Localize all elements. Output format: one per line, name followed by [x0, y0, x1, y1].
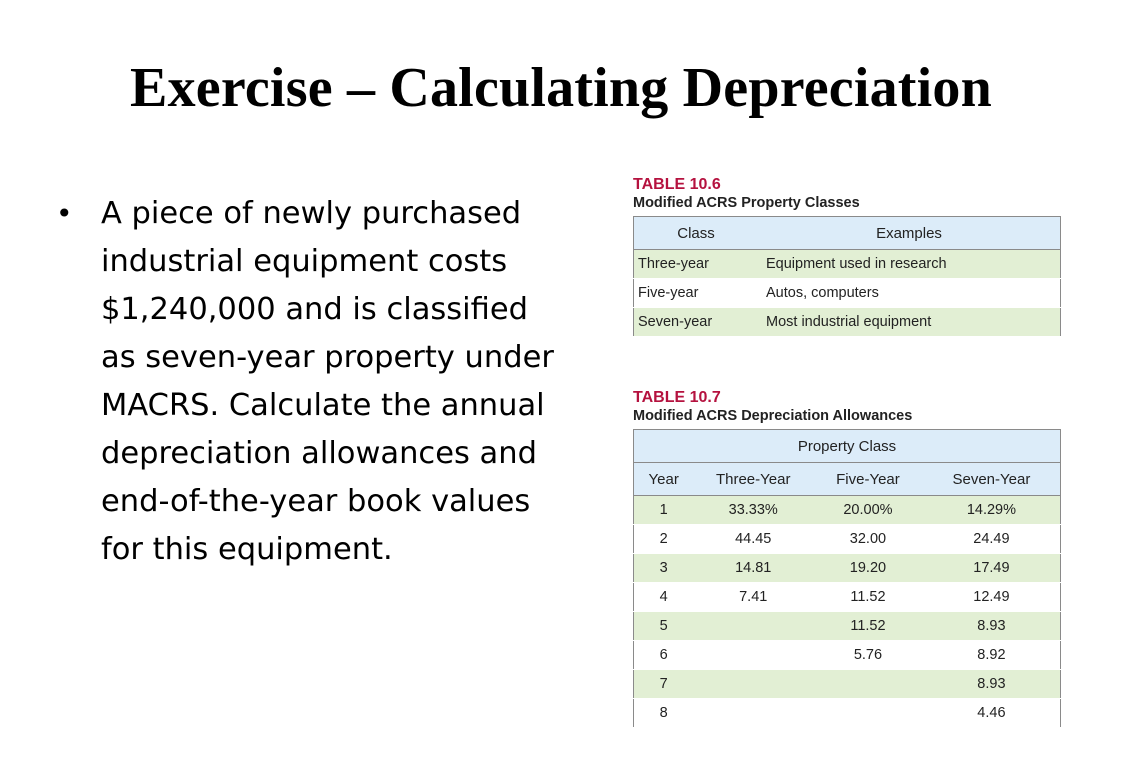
- table-cell: 4.46: [923, 699, 1061, 728]
- table-cell: 32.00: [813, 525, 923, 554]
- group-header-property-class: Property Class: [634, 430, 1061, 463]
- property-classes-table: [633, 216, 1061, 337]
- table-cell: 44.45: [693, 525, 813, 554]
- bullet-icon: •: [56, 197, 73, 230]
- table-cell: Equipment used in research: [758, 250, 1061, 279]
- table-row: [634, 525, 1061, 554]
- depreciation-allowances-table: [633, 429, 1061, 728]
- table-cell: 2: [634, 525, 694, 554]
- table-row: [634, 250, 1061, 279]
- table-cell: [813, 699, 923, 728]
- table-label: TABLE 10.6: [633, 176, 721, 193]
- table-cell: 7: [634, 670, 694, 699]
- table-10-7-block: [633, 389, 1061, 728]
- table-cell: 14.29%: [923, 496, 1061, 525]
- column-header-seven-year: Seven-Year: [923, 463, 1061, 496]
- table-row: [634, 699, 1061, 728]
- table-cell: 8.93: [923, 612, 1061, 641]
- bullet-text: A piece of newly purchased industrial equipment costs $1,240,000 and is classified as seven-year property under MACRS. Calculate the annual depreciation allowances and end-of-the-year book values for this equipment.: [101, 196, 554, 567]
- table-cell: 24.49: [923, 525, 1061, 554]
- table-cell: 1: [634, 496, 694, 525]
- table-row: [634, 670, 1061, 699]
- table-cell: 11.52: [813, 583, 923, 612]
- table-cell: 5: [634, 612, 694, 641]
- table-row: [634, 583, 1061, 612]
- table-cell: Five-year: [634, 279, 759, 308]
- table-cell: 3: [634, 554, 694, 583]
- table-cell: Three-year: [634, 250, 759, 279]
- table-cell: 8: [634, 699, 694, 728]
- table-row: [634, 279, 1061, 308]
- table-cell: 20.00%: [813, 496, 923, 525]
- table-cell: 19.20: [813, 554, 923, 583]
- bullet-item: [56, 190, 576, 574]
- table-label: TABLE 10.7: [633, 389, 721, 406]
- table-cell: 4: [634, 583, 694, 612]
- table-row: [634, 641, 1061, 670]
- table-caption: Modified ACRS Depreciation Allowances: [633, 408, 913, 424]
- table-caption: Modified ACRS Property Classes: [633, 195, 860, 211]
- table-cell: [693, 699, 813, 728]
- table-cell: 11.52: [813, 612, 923, 641]
- column-header-three-year: Three-Year: [693, 463, 813, 496]
- table-cell: 7.41: [693, 583, 813, 612]
- table-cell: 17.49: [923, 554, 1061, 583]
- table-cell: [693, 670, 813, 699]
- slide-title: Exercise – Calculating Depreciation: [130, 57, 992, 119]
- table-cell: 12.49: [923, 583, 1061, 612]
- table-row: [634, 612, 1061, 641]
- table-cell: [693, 641, 813, 670]
- column-header-examples: Examples: [758, 217, 1061, 250]
- table-cell: 14.81: [693, 554, 813, 583]
- table-cell: 33.33%: [693, 496, 813, 525]
- table-cell: 5.76: [813, 641, 923, 670]
- column-header-class: Class: [634, 217, 759, 250]
- table-cell: 6: [634, 641, 694, 670]
- table-cell: 8.93: [923, 670, 1061, 699]
- table-cell: Seven-year: [634, 308, 759, 337]
- table-cell: Most industrial equipment: [758, 308, 1061, 337]
- table-row: [634, 308, 1061, 337]
- table-10-6-block: [633, 176, 1061, 337]
- table-row: [634, 554, 1061, 583]
- column-header-year: Year: [634, 463, 694, 496]
- table-cell: Autos, computers: [758, 279, 1061, 308]
- table-cell: [693, 612, 813, 641]
- table-row: [634, 496, 1061, 525]
- table-cell: [813, 670, 923, 699]
- column-header-five-year: Five-Year: [813, 463, 923, 496]
- table-cell: 8.92: [923, 641, 1061, 670]
